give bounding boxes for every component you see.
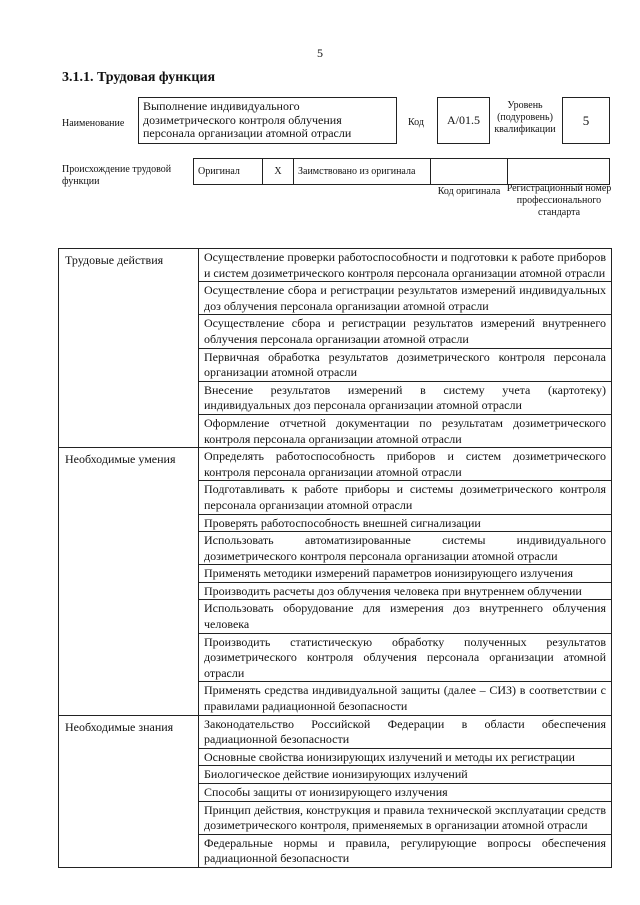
- required-knowledge-item: Способы защиты от ионизирующего излучения: [199, 784, 612, 802]
- level-value-box: 5: [562, 97, 610, 144]
- code-original-cell: [431, 159, 508, 185]
- borrowed-label: Заимствовано из оригинала: [294, 159, 431, 185]
- table-row: [59, 715, 612, 748]
- required-knowledge-item: Федеральные нормы и правила, регулирующие вопросы обеспечения радиационной безопасности: [199, 834, 612, 867]
- labor-actions-item: Осуществление проверки работоспособности и подготовки к работе приборов и систем дозиметрического контроля персонала организации атомной отрасли: [199, 249, 612, 282]
- section-title: 3.1.1. Трудовая функция: [62, 70, 216, 85]
- origin-label: Происхождение трудовой функции: [62, 164, 172, 187]
- required-skills-item: Применять методики измерений параметров ионизирующего излучения: [199, 565, 612, 583]
- required-skills-item: Производить расчеты доз облучения человека при внутреннем облучении: [199, 582, 612, 600]
- labor-actions-item: Осуществление сбора и регистрации результатов измерений индивидуальных доз облучения персонала организации атомной отрасли: [199, 282, 612, 315]
- labor-actions-item: Первичная обработка результатов дозиметрического контроля персонала организации атомной отрасли: [199, 348, 612, 381]
- function-details-table: [58, 248, 612, 868]
- required-skills-item: Проверять работоспособность внешней сигнализации: [199, 514, 612, 532]
- required-skills-item: Использовать автоматизированные системы индивидуального дозиметрического контроля персонала организации атомной отрасли: [199, 532, 612, 565]
- required-skills-title: Необходимые умения: [59, 448, 199, 716]
- function-details-body: [59, 249, 612, 868]
- table-row: [59, 448, 612, 481]
- function-name-box: Выполнение индивидуального дозиметрического контроля облучения персонала организации атомной отрасли: [138, 97, 397, 144]
- original-mark: X: [263, 159, 294, 185]
- required-skills-item: Использовать оборудование для измерения доз внутреннего облучения человека: [199, 600, 612, 633]
- code-label: Код: [408, 117, 424, 128]
- required-knowledge-item: Основные свойства ионизирующих излучений и методы их регистрации: [199, 748, 612, 766]
- labor-actions-item: Внесение результатов измерений в систему учета (картотеку) индивидуальных доз персонала организации атомной отрасли: [199, 381, 612, 414]
- reg-number-cell: [508, 159, 610, 185]
- required-knowledge-title: Необходимые знания: [59, 715, 199, 867]
- reg-number-caption: Регистрационный номер профессионального стандарта: [506, 183, 612, 218]
- labor-actions-item: Осуществление сбора и регистрации результатов измерений внутреннего облучения персонала организации атомной отрасли: [199, 315, 612, 348]
- original-label: Оригинал: [194, 159, 263, 185]
- origin-table: [193, 158, 610, 185]
- required-skills-item: Определять работоспособность приборов и систем дозиметрического контроля персонала организации атомной отрасли: [199, 448, 612, 481]
- page-number: 5: [317, 46, 323, 60]
- required-knowledge-item: Законодательство Российской Федерации в области обеспечения радиационной безопасности: [199, 715, 612, 748]
- table-row: [59, 249, 612, 282]
- required-knowledge-item: Принцип действия, конструкция и правила технической эксплуатации средств дозиметрического контроля, применяемых в организации атомной отрасли: [199, 801, 612, 834]
- required-skills-item: Подготавливать к работе приборы и системы дозиметрического контроля персонала организации атомной отрасли: [199, 481, 612, 514]
- code-original-caption: Код оригинала: [437, 186, 501, 197]
- required-knowledge-item: Биологическое действие ионизирующих излучений: [199, 766, 612, 784]
- code-value-box: А/01.5: [437, 97, 490, 144]
- labor-actions-item: Оформление отчетной документации по результатам дозиметрического контроля персонала организации атомной отрасли: [199, 414, 612, 447]
- required-skills-item: Производить статистическую обработку полученных результатов дозиметрического контроля облучения персонала организации атомной отрасли: [199, 633, 612, 682]
- required-skills-item: Применять средства индивидуальной защиты (далее – СИЗ) в соответствии с правилами радиационной безопасности: [199, 682, 612, 715]
- level-label: Уровень (подуровень) квалификации: [494, 100, 556, 135]
- name-label: Наименование: [62, 118, 125, 129]
- labor-actions-title: Трудовые действия: [59, 249, 199, 448]
